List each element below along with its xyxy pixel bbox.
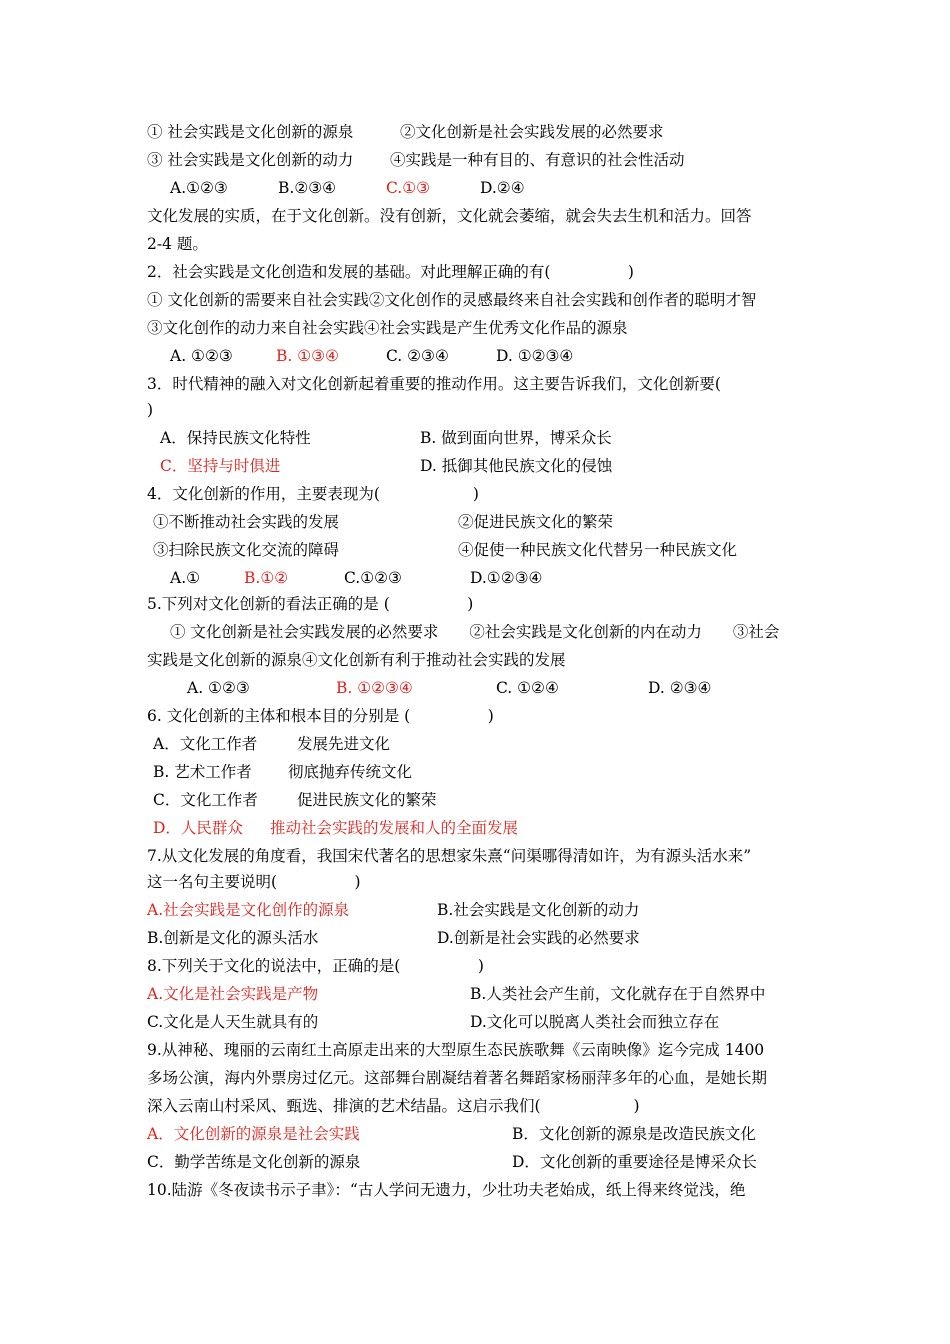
text-line-26-seg-1: D．人民群众: [153, 819, 243, 837]
text-line-29-seg-1: A.社会实践是文化创作的源泉: [147, 901, 350, 919]
text-line-34-seg-1: 9.从神秘、瑰丽的云南红土高原走出来的大型原生态民族歌舞《云南映像》迄今完成 1400: [147, 1041, 765, 1059]
text-line-15-seg-1: ①不断推动社会实践的发展: [153, 513, 340, 531]
text-line-21-seg-2: B. ①②③④: [336, 679, 413, 697]
text-line-13-seg-2: D. 抵御其他民族文化的侵蚀: [420, 457, 613, 475]
text-line-25-seg-1: C．文化工作者: [153, 791, 258, 809]
text-line-7-seg-1: ① 文化创新的需要来自社会实践②文化创作的灵感最终来自社会实践和创作者的聪明才智: [147, 291, 757, 309]
text-line-35-seg-1: 多场公演，海内外票房过亿元。这部舞台剧凝结着著名舞蹈家杨丽萍多年的心血，是她长期: [147, 1069, 768, 1087]
text-line-12-seg-2: B. 做到面向世界，博采众长: [420, 429, 612, 447]
text-line-9-seg-3: C. ②③④: [386, 347, 449, 365]
text-line-30-seg-1: B.创新是文化的源头活水: [147, 929, 319, 947]
text-line-21-seg-1: A. ①②③: [187, 679, 250, 697]
text-line-9-seg-2: B. ①③④: [276, 347, 339, 365]
text-line-9-seg-4: D. ①②③④: [496, 347, 574, 365]
text-line-9-seg-1: A. ①②③: [170, 347, 233, 365]
text-line-24-seg-2: 彻底抛弃传统文化: [288, 763, 413, 781]
text-line-4-seg-1: 文化发展的实质，在于文化创新。没有创新，文化就会萎缩，就会失去生机和活力。回答: [147, 207, 752, 225]
text-line-3-seg-2: B.②③④: [278, 179, 337, 197]
text-line-25-seg-2: 促进民族文化的繁荣: [297, 791, 437, 809]
text-line-19-seg-1: ① 文化创新是社会实践发展的必然要求 ②社会实践是文化创新的内在动力 ③社会: [170, 623, 780, 641]
text-line-26-seg-2: 推动社会实践的发展和人的全面发展: [270, 819, 519, 837]
text-line-10-seg-1: 3．时代精神的融入对文化创新起着重要的推动作用。这主要告诉我们，文化创新要(: [147, 375, 721, 393]
text-line-16-seg-1: ③扫除民族文化交流的障碍: [153, 541, 340, 559]
text-line-32-seg-2: B.人类社会产生前，文化就存在于自然界中: [470, 985, 766, 1003]
text-line-2-seg-1: ③ 社会实践是文化创新的动力: [147, 151, 354, 169]
text-line-17-seg-1: A.①: [170, 569, 201, 587]
text-line-17-seg-2: B.①②: [244, 569, 289, 587]
text-line-24-seg-1: B. 艺术工作者: [153, 763, 252, 781]
text-line-27-seg-1: 7.从文化发展的角度看，我国宋代著名的思想家朱熹“问渠哪得清如许，为有源头活水来”: [147, 847, 752, 865]
text-line-31-seg-1: 8.下列关于文化的说法中，正确的是( ): [147, 957, 484, 975]
text-line-22-seg-1: 6. 文化创新的主体和根本目的分别是 ( ): [147, 707, 494, 725]
text-line-29-seg-2: B.社会实践是文化创新的动力: [437, 901, 640, 919]
text-line-21-seg-3: C. ①②④: [496, 679, 559, 697]
text-line-18-seg-1: 5.下列对文化创新的看法正确的是 ( ): [147, 595, 474, 613]
text-line-37-seg-2: B．文化创新的源泉是改造民族文化: [512, 1125, 756, 1143]
text-line-36-seg-1: 深入云南山村采风、甄选、排演的艺术结晶。这启示我们( ): [147, 1097, 640, 1115]
text-line-33-seg-2: D.文化可以脱离人类社会而独立存在: [470, 1013, 720, 1031]
text-line-28-seg-1: 这一名句主要说明( ): [147, 873, 361, 891]
text-line-32-seg-1: A.文化是社会实践是产物: [147, 985, 319, 1003]
text-line-12-seg-1: A．保持民族文化特性: [160, 429, 311, 447]
text-line-6-seg-1: 2．社会实践是文化创造和发展的基础。对此理解正确的有( ): [147, 263, 634, 281]
text-line-21-seg-4: D. ②③④: [648, 679, 712, 697]
text-line-30-seg-2: D.创新是社会实践的必然要求: [437, 929, 640, 947]
text-line-1-seg-1: ① 社会实践是文化创新的源泉: [147, 123, 354, 141]
text-line-23-seg-2: 发展先进文化: [297, 735, 391, 753]
text-line-39-seg-1: 10.陆游《冬夜读书示子聿》：“古人学问无遗力，少壮功夫老始成，纸上得来终觉浅，绝: [147, 1181, 746, 1199]
text-line-3-seg-4: D.②④: [480, 179, 525, 197]
text-line-17-seg-3: C.①②③: [344, 569, 402, 587]
text-line-3-seg-1: A.①②③: [170, 179, 228, 197]
text-line-37-seg-1: A．文化创新的源泉是社会实践: [147, 1125, 360, 1143]
text-line-14-seg-1: 4．文化创新的作用，主要表现为( ): [147, 485, 479, 503]
text-line-16-seg-2: ④促使一种民族文化代替另一种民族文化: [458, 541, 738, 559]
text-line-23-seg-1: A．文化工作者: [153, 735, 258, 753]
text-line-38-seg-2: D．文化创新的重要途径是博采众长: [512, 1153, 757, 1171]
text-line-17-seg-4: D.①②③④: [470, 569, 543, 587]
text-line-33-seg-1: C.文化是人天生就具有的: [147, 1013, 319, 1031]
text-line-5-seg-1: 2-4 题。: [147, 235, 208, 253]
text-line-3-seg-3: C.①③: [386, 179, 431, 197]
text-line-20-seg-1: 实践是文化创新的源泉④文化创新有利于推动社会实践的发展: [147, 651, 566, 669]
text-line-13-seg-1: C．坚持与时俱进: [160, 457, 281, 475]
text-line-38-seg-1: C．勤学苦练是文化创新的源泉: [147, 1153, 361, 1171]
text-line-15-seg-2: ②促进民族文化的繁荣: [458, 513, 614, 531]
text-line-1-seg-2: ②文化创新是社会实践发展的必然要求: [400, 123, 664, 141]
text-line-8-seg-1: ③文化创作的动力来自社会实践④社会实践是产生优秀文化作品的源泉: [147, 319, 628, 337]
text-line-2-seg-2: ④实践是一种有目的、有意识的社会性活动: [390, 151, 685, 169]
text-line-11-seg-1: ): [147, 401, 154, 419]
